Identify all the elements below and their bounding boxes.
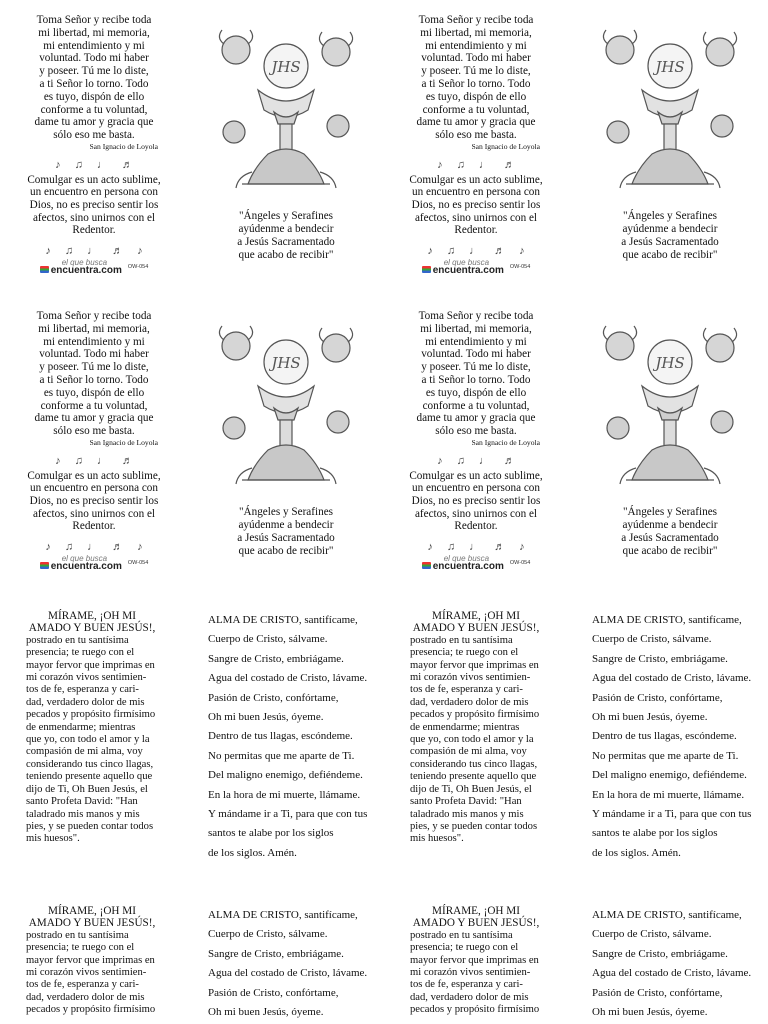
- alma-line: Sangre de Cristo, embriágame.: [208, 947, 344, 960]
- mirame-line: taladrado mis manos y mis: [26, 808, 140, 820]
- comulgar-line: Dios, no es preciso sentir los: [29, 198, 159, 211]
- mirame-line: de enmendarme; mientras: [26, 721, 136, 733]
- mirame-line: tos de fe, esperanza y cari-: [410, 979, 523, 991]
- note-icon: ♬: [121, 454, 133, 467]
- mirame-line: pecados y propósito firmísimo: [410, 1004, 540, 1016]
- note-icon: ♬: [112, 540, 124, 553]
- note-icon: ♪: [427, 540, 433, 553]
- quote-line: que acabo de recibir": [238, 249, 334, 261]
- toma-line: es tuyo, dispón de ello: [425, 386, 527, 399]
- quote-line: a Jesús Sacramentado: [237, 236, 335, 248]
- note-icon: ♩: [87, 244, 99, 257]
- alma-line: Y mándame ir a Ti, para que con tus: [592, 808, 752, 821]
- music-notes-icon: [24, 159, 164, 172]
- mirame-line: considerando tus cinco llagas,: [410, 758, 538, 770]
- quote-line: que acabo de recibir": [622, 545, 718, 557]
- alma-line: Pasión de Cristo, confórtame,: [592, 986, 723, 999]
- toma-line: Toma Señor y recibe toda: [36, 310, 152, 322]
- toma-line: sólo eso me basta.: [435, 129, 517, 142]
- logo-tagline: el que busca: [61, 257, 108, 267]
- toma-line: mi entendimiento y mi: [43, 335, 145, 348]
- alma-line: Sangre de Cristo, embriágame.: [592, 652, 728, 665]
- alma-line: En la hora de mi muerte, llámame.: [208, 788, 361, 801]
- comulgar-line: un encuentro en persona con: [30, 482, 158, 495]
- comulgar-line: afectos, sino unirnos con el: [32, 507, 156, 520]
- toma-line: voluntad. Todo mi haber: [421, 52, 531, 65]
- comulgar-line: Redentor.: [72, 520, 116, 533]
- toma-line: mi entendimiento y mi: [425, 335, 527, 348]
- toma-line: es tuyo, dispón de ello: [43, 90, 145, 103]
- note-icon: ♪: [137, 244, 143, 257]
- alma-line: Cuerpo de Cristo, sálvame.: [208, 633, 328, 646]
- note-icon: ♪: [45, 540, 51, 553]
- toma-line: y poseer. Tú me lo diste,: [421, 361, 531, 374]
- chalice-illustration: [212, 318, 360, 498]
- mirame-title: [26, 610, 158, 635]
- toma-line: sólo eso me basta.: [435, 425, 517, 438]
- mirame-line: considerando tus cinco llagas,: [26, 758, 154, 770]
- toma-line: a ti Señor lo torno. Todo: [39, 373, 149, 386]
- note-icon: ♪: [437, 158, 443, 171]
- comulgar-line: afectos, sino unirnos con el: [414, 507, 538, 520]
- mirame-line: postrado en tu santísima: [26, 634, 129, 646]
- comulgar-line: afectos, sino unirnos con el: [32, 211, 156, 224]
- mirame-title-line: MÍRAME, ¡OH MI: [432, 905, 520, 917]
- logo-stripes-icon: [40, 562, 49, 569]
- mirame-line: pies, y se pueden contar todos: [410, 820, 538, 832]
- toma-prayer: [24, 14, 164, 142]
- mirame-body: [26, 930, 158, 1017]
- chalice-card: [596, 22, 744, 262]
- alma-line: Sangre de Cristo, embriágame.: [208, 652, 344, 665]
- mirame-card: [410, 905, 542, 1017]
- mirame-line: teniendo presente aquello que: [26, 771, 153, 783]
- mirame-line: de enmendarme; mientras: [410, 721, 520, 733]
- toma-line: Toma Señor y recibe toda: [418, 14, 534, 26]
- mirame-title: [410, 905, 542, 930]
- note-icon: ♩: [478, 158, 490, 171]
- alma-line: ALMA DE CRISTO, santifícame,: [208, 614, 358, 626]
- ihs-monogram: JHS: [655, 58, 685, 76]
- mirame-line: postrado en tu santísima: [26, 929, 129, 941]
- comulgar-line: un encuentro en persona con: [412, 482, 540, 495]
- comulgar-line: Dios, no es preciso sentir los: [411, 494, 541, 507]
- comulgar-line: Comulgar es un acto sublime,: [27, 469, 161, 482]
- alma-line: Cuerpo de Cristo, sálvame.: [208, 928, 328, 941]
- mirame-line: pies, y se pueden contar todos: [26, 820, 154, 832]
- toma-line: y poseer. Tú me lo diste,: [421, 65, 531, 78]
- note-icon: ♪: [55, 454, 61, 467]
- alma-line: Pasión de Cristo, confórtame,: [592, 691, 723, 704]
- toma-line: mi libertad, mi memoria,: [420, 26, 532, 39]
- toma-line: mi libertad, mi memoria,: [420, 322, 532, 335]
- mirame-line: que yo, con todo el amor y la: [26, 734, 150, 746]
- toma-card: [406, 310, 546, 573]
- comulgar-text: [24, 470, 164, 533]
- logo-stripes-icon: [422, 266, 431, 273]
- music-notes-icon: [406, 159, 546, 172]
- comulgar-line: Comulgar es un acto sublime,: [27, 173, 161, 186]
- toma-line: Toma Señor y recibe toda: [418, 310, 534, 322]
- toma-line: voluntad. Todo mi haber: [39, 348, 149, 361]
- alma-line: Agua del costado de Cristo, lávame.: [208, 672, 368, 685]
- comulgar-line: un encuentro en persona con: [412, 186, 540, 199]
- mirame-title: [410, 610, 542, 635]
- note-icon: ♩: [469, 540, 481, 553]
- comulgar-line: Dios, no es preciso sentir los: [411, 198, 541, 211]
- mirame-line: mayor fervor que imprimas en: [26, 659, 155, 671]
- comulgar-text: [24, 174, 164, 237]
- comulgar-line: Redentor.: [454, 224, 498, 237]
- alma-line: Pasión de Cristo, confórtame,: [208, 691, 339, 704]
- toma-line: es tuyo, dispón de ello: [43, 386, 145, 399]
- quote-line: "Ángeles y Serafines: [238, 210, 334, 222]
- note-icon: ♪: [437, 454, 443, 467]
- quote-line: a Jesús Sacramentado: [621, 236, 719, 248]
- comulgar-line: Comulgar es un acto sublime,: [409, 469, 543, 482]
- logo-code: OW-054: [127, 559, 149, 566]
- encuentra-logo: [24, 257, 164, 278]
- toma-line: conforme a tu voluntad,: [40, 103, 148, 116]
- toma-line: y poseer. Tú me lo diste,: [39, 361, 149, 374]
- mirame-line: mis huesos".: [410, 833, 464, 845]
- mirame-line: mi corazón vivos sentimien-: [410, 672, 531, 684]
- logo-brand: encuentra.com: [50, 264, 122, 276]
- alma-line: Agua del costado de Cristo, lávame.: [592, 672, 752, 685]
- toma-prayer: [24, 310, 164, 438]
- comulgar-line: Redentor.: [454, 520, 498, 533]
- mirame-line: compasión de mi alma, voy: [410, 746, 527, 758]
- comulgar-line: afectos, sino unirnos con el: [414, 211, 538, 224]
- logo-brand: encuentra.com: [432, 560, 504, 572]
- toma-line: conforme a tu voluntad,: [40, 399, 148, 412]
- quote-line: que acabo de recibir": [238, 545, 334, 557]
- alma-line: Pasión de Cristo, confórtame,: [208, 986, 339, 999]
- music-notes-icon: [406, 455, 546, 468]
- toma-line: conforme a tu voluntad,: [422, 103, 530, 116]
- alma-card: [208, 906, 378, 1022]
- alma-card: [592, 611, 762, 863]
- note-icon: ♬: [494, 244, 506, 257]
- mirame-line: postrado en tu santísima: [410, 634, 513, 646]
- note-icon: ♪: [137, 540, 143, 553]
- note-icon: ♪: [55, 158, 61, 171]
- prayer-author: San Ignacio de Loyola: [471, 437, 540, 447]
- toma-line: conforme a tu voluntad,: [422, 399, 530, 412]
- note-icon: ♫: [446, 244, 456, 257]
- mirame-line: santo Profeta David: "Han: [26, 796, 138, 808]
- mirame-line: presencia; te ruego con el: [26, 647, 135, 659]
- alma-card: [208, 611, 378, 863]
- mirame-line: presencia; te ruego con el: [410, 647, 519, 659]
- mirame-line: dad, verdadero dolor de mis: [410, 991, 529, 1003]
- toma-line: dame tu amor y gracia que: [34, 412, 154, 425]
- alma-line: de los siglos. Amén.: [592, 846, 681, 859]
- quote-line: "Ángeles y Serafines: [622, 506, 718, 518]
- alma-line: ALMA DE CRISTO, santifícame,: [208, 909, 358, 921]
- comulgar-text: [406, 470, 546, 533]
- alma-line: Dentro de tus llagas, escóndeme.: [592, 730, 737, 743]
- toma-prayer: [406, 14, 546, 142]
- mirame-line: tos de fe, esperanza y cari-: [410, 684, 523, 696]
- alma-line: Del maligno enemigo, defiéndeme.: [592, 769, 747, 782]
- ihs-monogram: JHS: [271, 58, 301, 76]
- note-icon: ♬: [503, 454, 515, 467]
- alma-line: santos te alabe por los siglos: [592, 827, 718, 840]
- note-icon: ♫: [74, 454, 83, 467]
- mirame-title-line: AMADO Y BUEN JESÚS!,: [412, 622, 540, 635]
- note-icon: ♫: [64, 244, 74, 257]
- mirame-line: mayor fervor que imprimas en: [410, 954, 539, 966]
- quote-line: "Ángeles y Serafines: [622, 210, 718, 222]
- toma-line: es tuyo, dispón de ello: [425, 90, 527, 103]
- toma-line: dame tu amor y gracia que: [416, 412, 536, 425]
- toma-line: a ti Señor lo torno. Todo: [39, 77, 149, 90]
- quote-line: "Ángeles y Serafines: [238, 506, 334, 518]
- logo-tagline: el que busca: [443, 257, 490, 267]
- toma-line: dame tu amor y gracia que: [34, 116, 154, 129]
- logo-tagline: el que busca: [443, 553, 490, 563]
- alma-line: Y mándame ir a Ti, para que con tus: [208, 808, 368, 821]
- alma-line: No permitas que me aparte de Ti.: [592, 749, 739, 762]
- chalice-card: [212, 318, 360, 558]
- chalice-illustration: [596, 318, 744, 498]
- toma-line: a ti Señor lo torno. Todo: [421, 373, 531, 386]
- logo-code: OW-054: [127, 263, 149, 270]
- mirame-body: [410, 930, 542, 1017]
- quote-line: que acabo de recibir": [622, 249, 718, 261]
- prayer-author: San Ignacio de Loyola: [89, 141, 158, 151]
- quote-line: ayúdenme a bendecir: [622, 223, 718, 235]
- note-icon: ♫: [456, 454, 465, 467]
- comulgar-line: Dios, no es preciso sentir los: [29, 494, 159, 507]
- toma-line: sólo eso me basta.: [53, 129, 135, 142]
- comulgar-line: Comulgar es un acto sublime,: [409, 173, 543, 186]
- mirame-title-line: MÍRAME, ¡OH MI: [48, 905, 136, 917]
- quote-line: a Jesús Sacramentado: [621, 532, 719, 544]
- music-notes-icon: [24, 455, 164, 468]
- note-icon: ♫: [446, 540, 456, 553]
- toma-card: [24, 14, 164, 277]
- ihs-monogram: JHS: [271, 354, 301, 372]
- note-icon: ♪: [45, 244, 51, 257]
- mirame-line: pecados y propósito firmísimo: [26, 1004, 156, 1016]
- ihs-monogram: JHS: [655, 354, 685, 372]
- note-icon: ♪: [427, 244, 433, 257]
- alma-card: [592, 906, 762, 1022]
- mirame-line: que yo, con todo el amor y la: [410, 734, 534, 746]
- logo-code: OW-054: [509, 263, 531, 270]
- chalice-illustration: [212, 22, 360, 202]
- alma-line: Oh mi buen Jesús, óyeme.: [208, 1006, 324, 1019]
- toma-line: mi entendimiento y mi: [43, 39, 145, 52]
- mirame-title-line: AMADO Y BUEN JESÚS!,: [28, 622, 156, 635]
- mirame-line: compasión de mi alma, voy: [26, 746, 143, 758]
- angeles-quote: [596, 506, 744, 558]
- alma-line: Del maligno enemigo, defiéndeme.: [208, 769, 363, 782]
- mirame-card: [26, 905, 158, 1017]
- alma-line: Oh mi buen Jesús, óyeme.: [208, 711, 324, 724]
- logo-stripes-icon: [422, 562, 431, 569]
- note-icon: ♪: [519, 540, 525, 553]
- alma-line: ALMA DE CRISTO, santifícame,: [592, 909, 742, 921]
- angeles-quote: [596, 210, 744, 262]
- note-icon: ♪: [519, 244, 525, 257]
- alma-line: santos te alabe por los siglos: [208, 827, 334, 840]
- mirame-line: pecados y propósito firmísimo: [26, 709, 156, 721]
- prayer-author: San Ignacio de Loyola: [89, 437, 158, 447]
- mirame-line: dijo de Ti, Oh Buen Jesús, el: [410, 783, 532, 795]
- mirame-line: teniendo presente aquello que: [410, 771, 537, 783]
- prayer-author: San Ignacio de Loyola: [471, 141, 540, 151]
- note-icon: ♬: [112, 244, 124, 257]
- toma-line: Toma Señor y recibe toda: [36, 14, 152, 26]
- mirame-title-line: MÍRAME, ¡OH MI: [432, 610, 520, 622]
- alma-line: ALMA DE CRISTO, santifícame,: [592, 614, 742, 626]
- chalice-card: [212, 22, 360, 262]
- alma-line: Cuerpo de Cristo, sálvame.: [592, 928, 712, 941]
- mirame-title-line: AMADO Y BUEN JESÚS!,: [28, 917, 156, 930]
- toma-line: y poseer. Tú me lo diste,: [39, 65, 149, 78]
- mirame-line: presencia; te ruego con el: [26, 942, 135, 954]
- note-icon: ♬: [494, 540, 506, 553]
- toma-line: voluntad. Todo mi haber: [421, 348, 531, 361]
- logo-tagline: el que busca: [61, 553, 108, 563]
- logo-stripes-icon: [40, 266, 49, 273]
- mirame-line: tos de fe, esperanza y cari-: [26, 684, 139, 696]
- mirame-body: [410, 635, 542, 846]
- note-icon: ♩: [469, 244, 481, 257]
- toma-line: voluntad. Todo mi haber: [39, 52, 149, 65]
- mirame-line: dijo de Ti, Oh Buen Jesús, el: [26, 783, 148, 795]
- note-icon: ♬: [503, 158, 515, 171]
- toma-prayer: [406, 310, 546, 438]
- mirame-title-line: MÍRAME, ¡OH MI: [48, 610, 136, 622]
- note-icon: ♩: [96, 454, 108, 467]
- mirame-line: taladrado mis manos y mis: [410, 808, 524, 820]
- alma-line: Oh mi buen Jesús, óyeme.: [592, 1006, 708, 1019]
- quote-line: ayúdenme a bendecir: [622, 519, 718, 531]
- mirame-line: tos de fe, esperanza y cari-: [26, 979, 139, 991]
- encuentra-logo: [406, 553, 546, 574]
- quote-line: ayúdenme a bendecir: [238, 223, 334, 235]
- mirame-line: dad, verdadero dolor de mis: [26, 991, 145, 1003]
- chalice-card: [596, 318, 744, 558]
- logo-brand: encuentra.com: [432, 264, 504, 276]
- mirame-line: dad, verdadero dolor de mis: [26, 696, 145, 708]
- comulgar-line: Redentor.: [72, 224, 116, 237]
- note-icon: ♫: [64, 540, 74, 553]
- encuentra-logo: [406, 257, 546, 278]
- note-icon: ♩: [96, 158, 108, 171]
- mirame-title: [26, 905, 158, 930]
- mirame-card: [410, 610, 542, 846]
- toma-line: sólo eso me basta.: [53, 425, 135, 438]
- comulgar-line: un encuentro en persona con: [30, 186, 158, 199]
- mirame-line: pecados y propósito firmísimo: [410, 709, 540, 721]
- encuentra-logo: [24, 553, 164, 574]
- note-icon: ♫: [74, 158, 83, 171]
- alma-line: de los siglos. Amén.: [208, 846, 297, 859]
- alma-line: Sangre de Cristo, embriágame.: [592, 947, 728, 960]
- toma-line: a ti Señor lo torno. Todo: [421, 77, 531, 90]
- chalice-illustration: [596, 22, 744, 202]
- note-icon: ♩: [478, 454, 490, 467]
- mirame-line: santo Profeta David: "Han: [410, 796, 522, 808]
- logo-brand: encuentra.com: [50, 560, 122, 572]
- alma-line: Dentro de tus llagas, escóndeme.: [208, 730, 353, 743]
- quote-line: a Jesús Sacramentado: [237, 532, 335, 544]
- quote-line: ayúdenme a bendecir: [238, 519, 334, 531]
- note-icon: ♫: [456, 158, 465, 171]
- mirame-title-line: AMADO Y BUEN JESÚS!,: [412, 917, 540, 930]
- comulgar-text: [406, 174, 546, 237]
- mirame-line: mayor fervor que imprimas en: [26, 954, 155, 966]
- mirame-line: postrado en tu santísima: [410, 929, 513, 941]
- mirame-card: [26, 610, 158, 846]
- mirame-line: dad, verdadero dolor de mis: [410, 696, 529, 708]
- note-icon: ♩: [87, 540, 99, 553]
- toma-line: mi libertad, mi memoria,: [38, 322, 150, 335]
- mirame-line: mi corazón vivos sentimien-: [26, 967, 147, 979]
- alma-line: Oh mi buen Jesús, óyeme.: [592, 711, 708, 724]
- toma-card: [24, 310, 164, 573]
- toma-line: mi libertad, mi memoria,: [38, 26, 150, 39]
- angeles-quote: [212, 506, 360, 558]
- alma-line: En la hora de mi muerte, llámame.: [592, 788, 745, 801]
- angeles-quote: [212, 210, 360, 262]
- mirame-line: mayor fervor que imprimas en: [410, 659, 539, 671]
- mirame-line: mi corazón vivos sentimien-: [26, 672, 147, 684]
- mirame-line: mi corazón vivos sentimien-: [410, 967, 531, 979]
- toma-line: dame tu amor y gracia que: [416, 116, 536, 129]
- mirame-body: [26, 635, 158, 846]
- note-icon: ♬: [121, 158, 133, 171]
- alma-line: Agua del costado de Cristo, lávame.: [592, 967, 752, 980]
- toma-card: [406, 14, 546, 277]
- alma-line: Agua del costado de Cristo, lávame.: [208, 967, 368, 980]
- alma-line: No permitas que me aparte de Ti.: [208, 749, 355, 762]
- mirame-line: presencia; te ruego con el: [410, 942, 519, 954]
- toma-line: mi entendimiento y mi: [425, 39, 527, 52]
- logo-code: OW-054: [509, 559, 531, 566]
- mirame-line: mis huesos".: [26, 833, 80, 845]
- alma-line: Cuerpo de Cristo, sálvame.: [592, 633, 712, 646]
